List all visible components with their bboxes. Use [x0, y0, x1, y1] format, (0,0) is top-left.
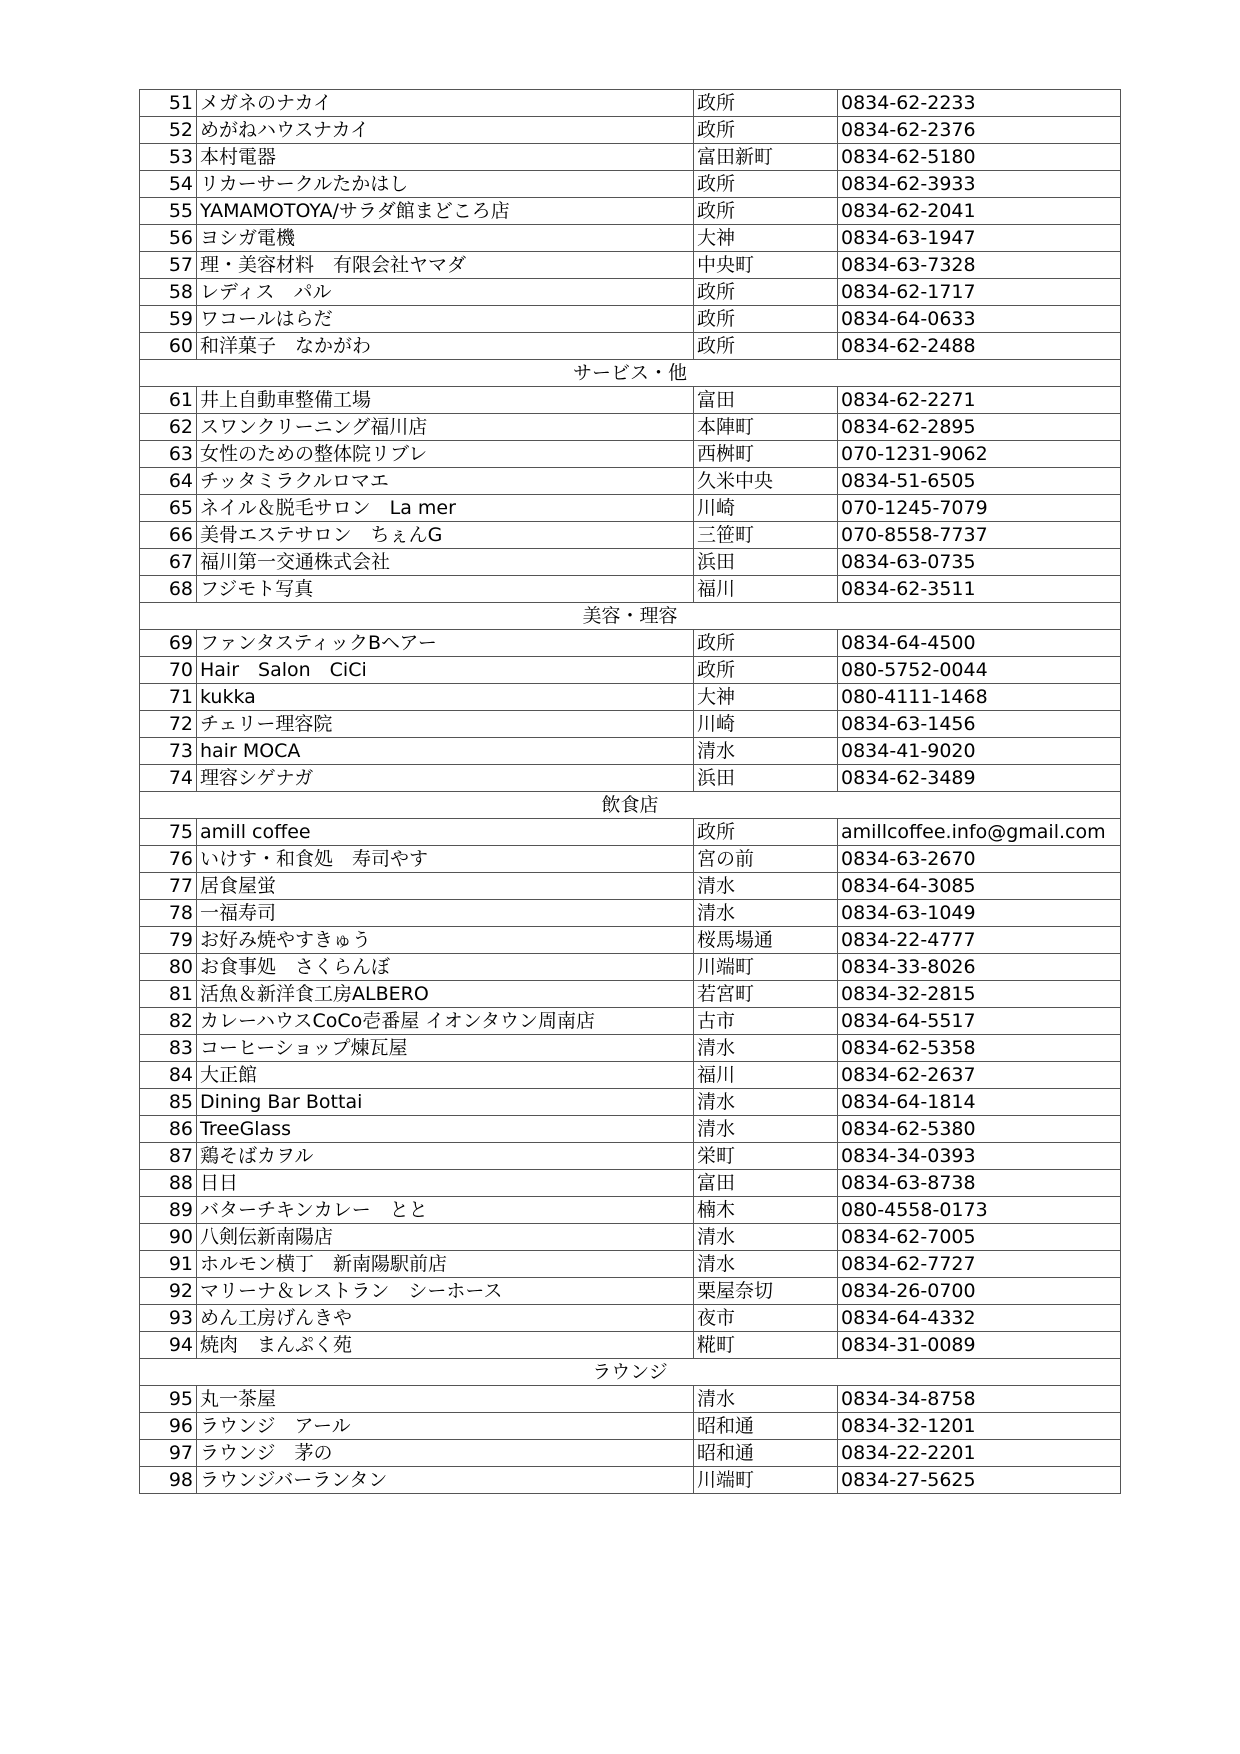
table-row	[140, 549, 1121, 576]
contact-info: 0834-62-2895	[838, 414, 1121, 441]
row-number: 58	[140, 279, 197, 306]
row-number: 60	[140, 333, 197, 360]
contact-info: 0834-64-1814	[838, 1089, 1121, 1116]
area-name: 三笹町	[694, 522, 838, 549]
contact-info: 0834-64-4500	[838, 630, 1121, 657]
area-name: 本陣町	[694, 414, 838, 441]
row-number: 89	[140, 1197, 197, 1224]
area-name: 富田	[694, 387, 838, 414]
shop-name: メガネのナカイ	[197, 90, 694, 117]
area-name: 政所	[694, 657, 838, 684]
area-name: 清水	[694, 1386, 838, 1413]
area-name: 清水	[694, 900, 838, 927]
row-number: 63	[140, 441, 197, 468]
shop-name: YAMAMOTOYA/サラダ館まどころ店	[197, 198, 694, 225]
area-name: 政所	[694, 333, 838, 360]
section-title: サービス・他	[140, 360, 1121, 387]
row-number: 67	[140, 549, 197, 576]
area-name: 清水	[694, 738, 838, 765]
area-name: 福川	[694, 576, 838, 603]
contact-info: 0834-34-8758	[838, 1386, 1121, 1413]
row-number: 98	[140, 1467, 197, 1494]
shop-name: 一福寿司	[197, 900, 694, 927]
shop-name: マリーナ＆レストラン シーホース	[197, 1278, 694, 1305]
contact-info: 0834-22-4777	[838, 927, 1121, 954]
shop-name: 理・美容材料 有限会社ヤマダ	[197, 252, 694, 279]
table-row	[140, 171, 1121, 198]
contact-info: 0834-34-0393	[838, 1143, 1121, 1170]
shop-name: お食事処 さくらんぼ	[197, 954, 694, 981]
table-row	[140, 468, 1121, 495]
table-row	[140, 1089, 1121, 1116]
area-name: 清水	[694, 1224, 838, 1251]
row-number: 90	[140, 1224, 197, 1251]
contact-info: 0834-62-5358	[838, 1035, 1121, 1062]
area-name: 政所	[694, 819, 838, 846]
shop-name: Dining Bar Bottai	[197, 1089, 694, 1116]
shop-name: 居食屋蛍	[197, 873, 694, 900]
table-row	[140, 1386, 1121, 1413]
table-row	[140, 657, 1121, 684]
table-row	[140, 738, 1121, 765]
table-row	[140, 981, 1121, 1008]
shop-name: TreeGlass	[197, 1116, 694, 1143]
table-row	[140, 1467, 1121, 1494]
shop-name: ネイル＆脱毛サロン La mer	[197, 495, 694, 522]
table-row	[140, 846, 1121, 873]
row-number: 51	[140, 90, 197, 117]
contact-info: 0834-32-1201	[838, 1413, 1121, 1440]
row-number: 92	[140, 1278, 197, 1305]
table-row	[140, 819, 1121, 846]
shop-name: いけす・和食処 寿司やす	[197, 846, 694, 873]
contact-info: 070-1231-9062	[838, 441, 1121, 468]
shop-name: 焼肉 まんぷく苑	[197, 1332, 694, 1359]
area-name: 昭和通	[694, 1440, 838, 1467]
area-name: 栄町	[694, 1143, 838, 1170]
shop-name: kukka	[197, 684, 694, 711]
section-header-row	[140, 1359, 1121, 1386]
shop-directory-table	[139, 89, 1121, 1494]
shop-name: めん工房げんきや	[197, 1305, 694, 1332]
table-row	[140, 1440, 1121, 1467]
table-row	[140, 1170, 1121, 1197]
row-number: 88	[140, 1170, 197, 1197]
row-number: 75	[140, 819, 197, 846]
contact-info: 0834-51-6505	[838, 468, 1121, 495]
shop-name: Hair Salon CiCi	[197, 657, 694, 684]
shop-name: スワンクリーニング福川店	[197, 414, 694, 441]
area-name: 糀町	[694, 1332, 838, 1359]
contact-info: 0834-62-3511	[838, 576, 1121, 603]
area-name: 政所	[694, 198, 838, 225]
row-number: 95	[140, 1386, 197, 1413]
area-name: 大神	[694, 225, 838, 252]
table-row	[140, 495, 1121, 522]
table-row	[140, 576, 1121, 603]
shop-name: 和洋菓子 なかがわ	[197, 333, 694, 360]
row-number: 68	[140, 576, 197, 603]
area-name: 清水	[694, 873, 838, 900]
row-number: 73	[140, 738, 197, 765]
contact-info: 0834-62-1717	[838, 279, 1121, 306]
row-number: 84	[140, 1062, 197, 1089]
contact-info: 0834-64-5517	[838, 1008, 1121, 1035]
area-name: 富田新町	[694, 144, 838, 171]
shop-name: 理容シゲナガ	[197, 765, 694, 792]
area-name: 政所	[694, 117, 838, 144]
table-row	[140, 900, 1121, 927]
contact-info: 0834-62-5180	[838, 144, 1121, 171]
shop-name: フジモト写真	[197, 576, 694, 603]
contact-info: 0834-63-1456	[838, 711, 1121, 738]
row-number: 81	[140, 981, 197, 1008]
area-name: 政所	[694, 171, 838, 198]
row-number: 86	[140, 1116, 197, 1143]
section-title: 飲食店	[140, 792, 1121, 819]
area-name: 清水	[694, 1251, 838, 1278]
table-row	[140, 252, 1121, 279]
shop-name: ラウンジ 茅の	[197, 1440, 694, 1467]
contact-info: 0834-62-3933	[838, 171, 1121, 198]
row-number: 56	[140, 225, 197, 252]
shop-name: ファンタスティックBヘアー	[197, 630, 694, 657]
area-name: 川端町	[694, 954, 838, 981]
table-row	[140, 225, 1121, 252]
row-number: 62	[140, 414, 197, 441]
contact-info: 0834-62-5380	[838, 1116, 1121, 1143]
shop-name: 美骨エステサロン ちぇんG	[197, 522, 694, 549]
contact-info: 0834-63-8738	[838, 1170, 1121, 1197]
row-number: 59	[140, 306, 197, 333]
area-name: 政所	[694, 90, 838, 117]
table-row	[140, 954, 1121, 981]
table-row	[140, 1116, 1121, 1143]
table-row	[140, 765, 1121, 792]
shop-name: 女性のための整体院リブレ	[197, 441, 694, 468]
table-row	[140, 387, 1121, 414]
contact-info: 070-1245-7079	[838, 495, 1121, 522]
shop-name: amill coffee	[197, 819, 694, 846]
row-number: 83	[140, 1035, 197, 1062]
table-row	[140, 333, 1121, 360]
table-row	[140, 90, 1121, 117]
row-number: 93	[140, 1305, 197, 1332]
area-name: 大神	[694, 684, 838, 711]
row-number: 57	[140, 252, 197, 279]
shop-name: ホルモン横丁 新南陽駅前店	[197, 1251, 694, 1278]
area-name: 政所	[694, 306, 838, 333]
area-name: 浜田	[694, 549, 838, 576]
table-row	[140, 198, 1121, 225]
shop-name: 活魚＆新洋食工房ALBERO	[197, 981, 694, 1008]
shop-name: バターチキンカレー とと	[197, 1197, 694, 1224]
row-number: 91	[140, 1251, 197, 1278]
contact-info: 0834-32-2815	[838, 981, 1121, 1008]
table-row	[140, 1305, 1121, 1332]
shop-name: リカーサークルたかはし	[197, 171, 694, 198]
table-row	[140, 684, 1121, 711]
row-number: 82	[140, 1008, 197, 1035]
area-name: 昭和通	[694, 1413, 838, 1440]
table-row	[140, 1062, 1121, 1089]
contact-info: 0834-62-2041	[838, 198, 1121, 225]
area-name: 桜馬場通	[694, 927, 838, 954]
area-name: 浜田	[694, 765, 838, 792]
contact-info: 0834-63-1947	[838, 225, 1121, 252]
area-name: 楠木	[694, 1197, 838, 1224]
table-row	[140, 1035, 1121, 1062]
row-number: 85	[140, 1089, 197, 1116]
area-name: 川崎	[694, 495, 838, 522]
table-row	[140, 279, 1121, 306]
contact-info: 0834-63-1049	[838, 900, 1121, 927]
row-number: 53	[140, 144, 197, 171]
area-name: 富田	[694, 1170, 838, 1197]
section-title: 美容・理容	[140, 603, 1121, 630]
row-number: 52	[140, 117, 197, 144]
shop-name: お好み焼やすきゅう	[197, 927, 694, 954]
row-number: 96	[140, 1413, 197, 1440]
row-number: 74	[140, 765, 197, 792]
area-name: 福川	[694, 1062, 838, 1089]
area-name: 若宮町	[694, 981, 838, 1008]
row-number: 64	[140, 468, 197, 495]
table-row	[140, 873, 1121, 900]
section-header-row	[140, 792, 1121, 819]
area-name: 中央町	[694, 252, 838, 279]
shop-name: 大正館	[197, 1062, 694, 1089]
table-row	[140, 414, 1121, 441]
row-number: 72	[140, 711, 197, 738]
table-row	[140, 306, 1121, 333]
area-name: 清水	[694, 1035, 838, 1062]
shop-name: hair MOCA	[197, 738, 694, 765]
area-name: 清水	[694, 1116, 838, 1143]
contact-info: 070-8558-7737	[838, 522, 1121, 549]
table-row	[140, 522, 1121, 549]
table-row	[140, 711, 1121, 738]
shop-name: ワコールはらだ	[197, 306, 694, 333]
table-row	[140, 1197, 1121, 1224]
table-row	[140, 117, 1121, 144]
row-number: 71	[140, 684, 197, 711]
shop-name: 井上自動車整備工場	[197, 387, 694, 414]
contact-info: 080-4558-0173	[838, 1197, 1121, 1224]
shop-name: 丸一茶屋	[197, 1386, 694, 1413]
shop-name: 福川第一交通株式会社	[197, 549, 694, 576]
contact-info: 0834-22-2201	[838, 1440, 1121, 1467]
shop-name: カレーハウスCoCo壱番屋 イオンタウン周南店	[197, 1008, 694, 1035]
table-row	[140, 1413, 1121, 1440]
table-row	[140, 1008, 1121, 1035]
row-number: 66	[140, 522, 197, 549]
shop-name: チッタミラクルロマエ	[197, 468, 694, 495]
table-row	[140, 1143, 1121, 1170]
row-number: 79	[140, 927, 197, 954]
area-name: 夜市	[694, 1305, 838, 1332]
row-number: 76	[140, 846, 197, 873]
shop-name: めがねハウスナカイ	[197, 117, 694, 144]
contact-info: 0834-62-2637	[838, 1062, 1121, 1089]
shop-name: 本村電器	[197, 144, 694, 171]
contact-info: 0834-62-7005	[838, 1224, 1121, 1251]
table-row	[140, 1332, 1121, 1359]
row-number: 87	[140, 1143, 197, 1170]
row-number: 65	[140, 495, 197, 522]
contact-info: 0834-62-7727	[838, 1251, 1121, 1278]
area-name: 西桝町	[694, 441, 838, 468]
table-row	[140, 630, 1121, 657]
section-title: ラウンジ	[140, 1359, 1121, 1386]
contact-info: 0834-64-3085	[838, 873, 1121, 900]
table-row	[140, 927, 1121, 954]
contact-info: 0834-62-2233	[838, 90, 1121, 117]
contact-info: amillcoffee.info@gmail.com	[838, 819, 1121, 846]
shop-name: レディス パル	[197, 279, 694, 306]
contact-info: 080-4111-1468	[838, 684, 1121, 711]
area-name: 清水	[694, 1089, 838, 1116]
section-header-row	[140, 603, 1121, 630]
contact-info: 0834-26-0700	[838, 1278, 1121, 1305]
contact-info: 0834-62-2488	[838, 333, 1121, 360]
shop-name: 鶏そばカヲル	[197, 1143, 694, 1170]
shop-name: ヨシガ電機	[197, 225, 694, 252]
row-number: 55	[140, 198, 197, 225]
table-row	[140, 1251, 1121, 1278]
contact-info: 0834-27-5625	[838, 1467, 1121, 1494]
area-name: 久米中央	[694, 468, 838, 495]
contact-info: 0834-62-2376	[838, 117, 1121, 144]
shop-name: ラウンジバーランタン	[197, 1467, 694, 1494]
contact-info: 0834-41-9020	[838, 738, 1121, 765]
shop-name: チェリー理容院	[197, 711, 694, 738]
table-row	[140, 1224, 1121, 1251]
contact-info: 0834-63-2670	[838, 846, 1121, 873]
contact-info: 0834-33-8026	[838, 954, 1121, 981]
contact-info: 080-5752-0044	[838, 657, 1121, 684]
row-number: 78	[140, 900, 197, 927]
row-number: 94	[140, 1332, 197, 1359]
row-number: 61	[140, 387, 197, 414]
contact-info: 0834-31-0089	[838, 1332, 1121, 1359]
table-row	[140, 441, 1121, 468]
contact-info: 0834-64-0633	[838, 306, 1121, 333]
shop-name: ラウンジ アール	[197, 1413, 694, 1440]
table-row	[140, 1278, 1121, 1305]
contact-info: 0834-63-0735	[838, 549, 1121, 576]
row-number: 77	[140, 873, 197, 900]
row-number: 97	[140, 1440, 197, 1467]
contact-info: 0834-62-3489	[838, 765, 1121, 792]
shop-name: 八剣伝新南陽店	[197, 1224, 694, 1251]
shop-name: コーヒーショップ煉瓦屋	[197, 1035, 694, 1062]
row-number: 80	[140, 954, 197, 981]
row-number: 54	[140, 171, 197, 198]
contact-info: 0834-63-7328	[838, 252, 1121, 279]
shop-name: 日日	[197, 1170, 694, 1197]
contact-info: 0834-64-4332	[838, 1305, 1121, 1332]
row-number: 70	[140, 657, 197, 684]
area-name: 政所	[694, 279, 838, 306]
area-name: 宮の前	[694, 846, 838, 873]
contact-info: 0834-62-2271	[838, 387, 1121, 414]
area-name: 栗屋奈切	[694, 1278, 838, 1305]
area-name: 川崎	[694, 711, 838, 738]
section-header-row	[140, 360, 1121, 387]
row-number: 69	[140, 630, 197, 657]
area-name: 川端町	[694, 1467, 838, 1494]
area-name: 古市	[694, 1008, 838, 1035]
table-row	[140, 144, 1121, 171]
area-name: 政所	[694, 630, 838, 657]
table-body	[140, 90, 1121, 1494]
